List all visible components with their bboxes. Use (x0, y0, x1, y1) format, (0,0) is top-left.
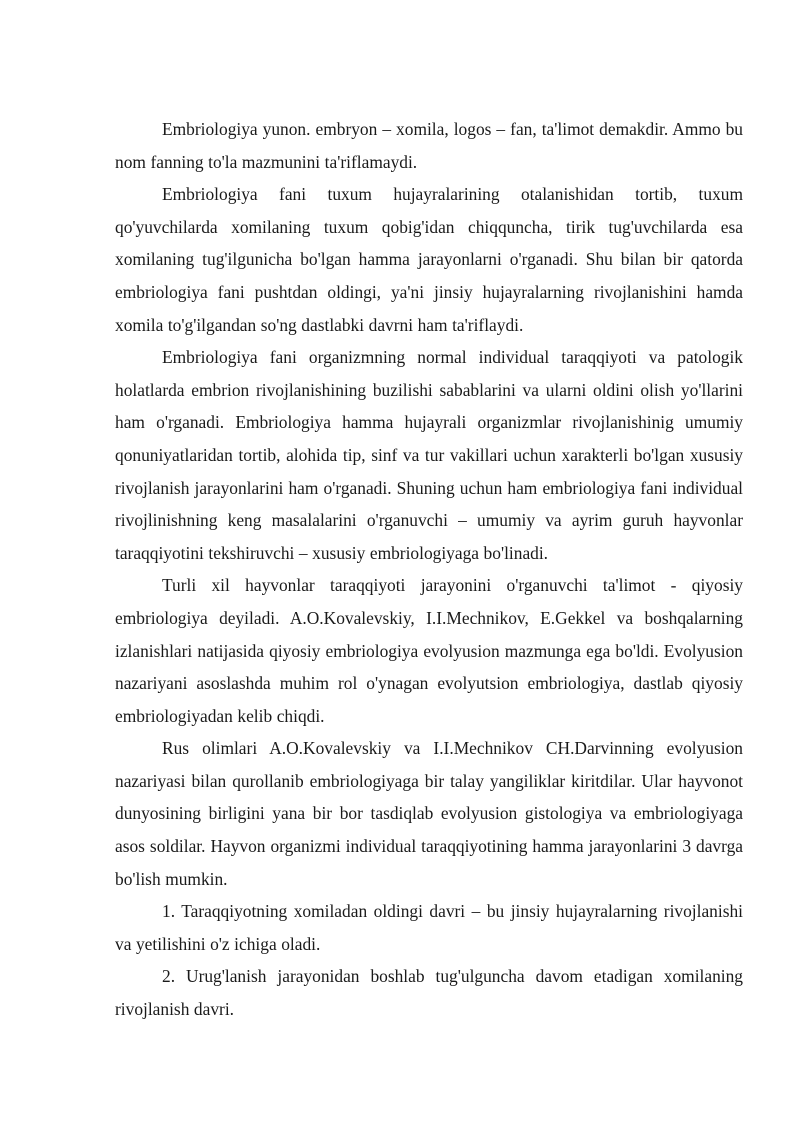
list-item-period-1: 1. Taraqqiyotning xomiladan oldingi davri – bu jinsiy hujayralarning rivojlanishi va yetilishini o'z ichiga oladi. (115, 901, 743, 954)
paragraph-russian-scientists: Rus olimlari A.O.Kovalevskiy va I.I.Mechnikov CH.Darvinning evolyusion nazariyasi bilan qurollanib embriologiyaga bir talay yangiliklar kiritdilar. Ular hayvonot dunyosining birligini yana bir bor tasdiqlab evolyusion gistologiya va embriologiyaga asos soldilar. Hayvon organizmi individual taraqqiyotining hamma jarayonlarini 3 davrga bo'lish mumkin. (115, 738, 743, 889)
paragraph-definition: Embriologiya yunon. embryon – xomila, logos – fan, ta'limot demakdir. Ammo bu nom fanning to'la mazmunini ta'riflamaydi. (115, 119, 743, 172)
paragraph-scope: Embriologiya fani tuxum hujayralarining otalanishidan tortib, tuxum qo'yuvchilarda xomilaning tuxum qobig'idan chiqquncha, tirik tug'uvchilarda esa xomilaning tug'ilgunicha bo'lgan hamma jarayonlarni o'rganadi. Shu bilan bir qatorda embriologiya fani pushtdan oldingi, ya'ni jinsiy hujayralarning rivojlanishini hamda xomila to'g'ilgandan so'ng dastlabki davrni ham ta'riflaydi. (115, 184, 743, 335)
list-item-period-2: 2. Urug'lanish jarayonidan boshlab tug'ulguncha davom etadigan xomilaning rivojlanish davri. (115, 966, 743, 1020)
paragraph-comparative: Turli xil hayvonlar taraqqiyoti jarayonini o'rganuvchi ta'limot - qiyosiy embriologiya deyiladi. A.O.Kovalevskiy, I.I.Mechnikov, E.Gekkel va boshqalarning izlanishlari natijasida qiyosiy embriologiya evolyusion mazmunga ega bo'ldi. Evolyusion nazariyani asoslashda muhim rol o'ynagan evolyutsion embriologiya, dastlab qiyosiy embriologiyadan kelib chiqdi. (115, 575, 743, 726)
paragraph-general-special: Embriologiya fani organizmning normal individual taraqqiyoti va patologik holatlarda embrion rivojlanishining buzilishi sabablarini va ularni oldini olish yo'llarini ham o'rganadi. Embriologiya hamma hujayrali organizmlar rivojlanishinig umumiy qonuniyatlaridan tortib, alohida tip, sinf va tur vakillari uchun xarakterli bo'lgan xususiy rivojlanish jarayonlarini ham o'rganadi. Shuning uchun ham embriologiya fani individual rivojlinishning keng masalalarini o'rganuvchi – umumiy va ayrim guruh hayvonlar taraqqiyotini tekshiruvchi – xususiy embriologiyaga bo'linadi. (115, 347, 743, 563)
